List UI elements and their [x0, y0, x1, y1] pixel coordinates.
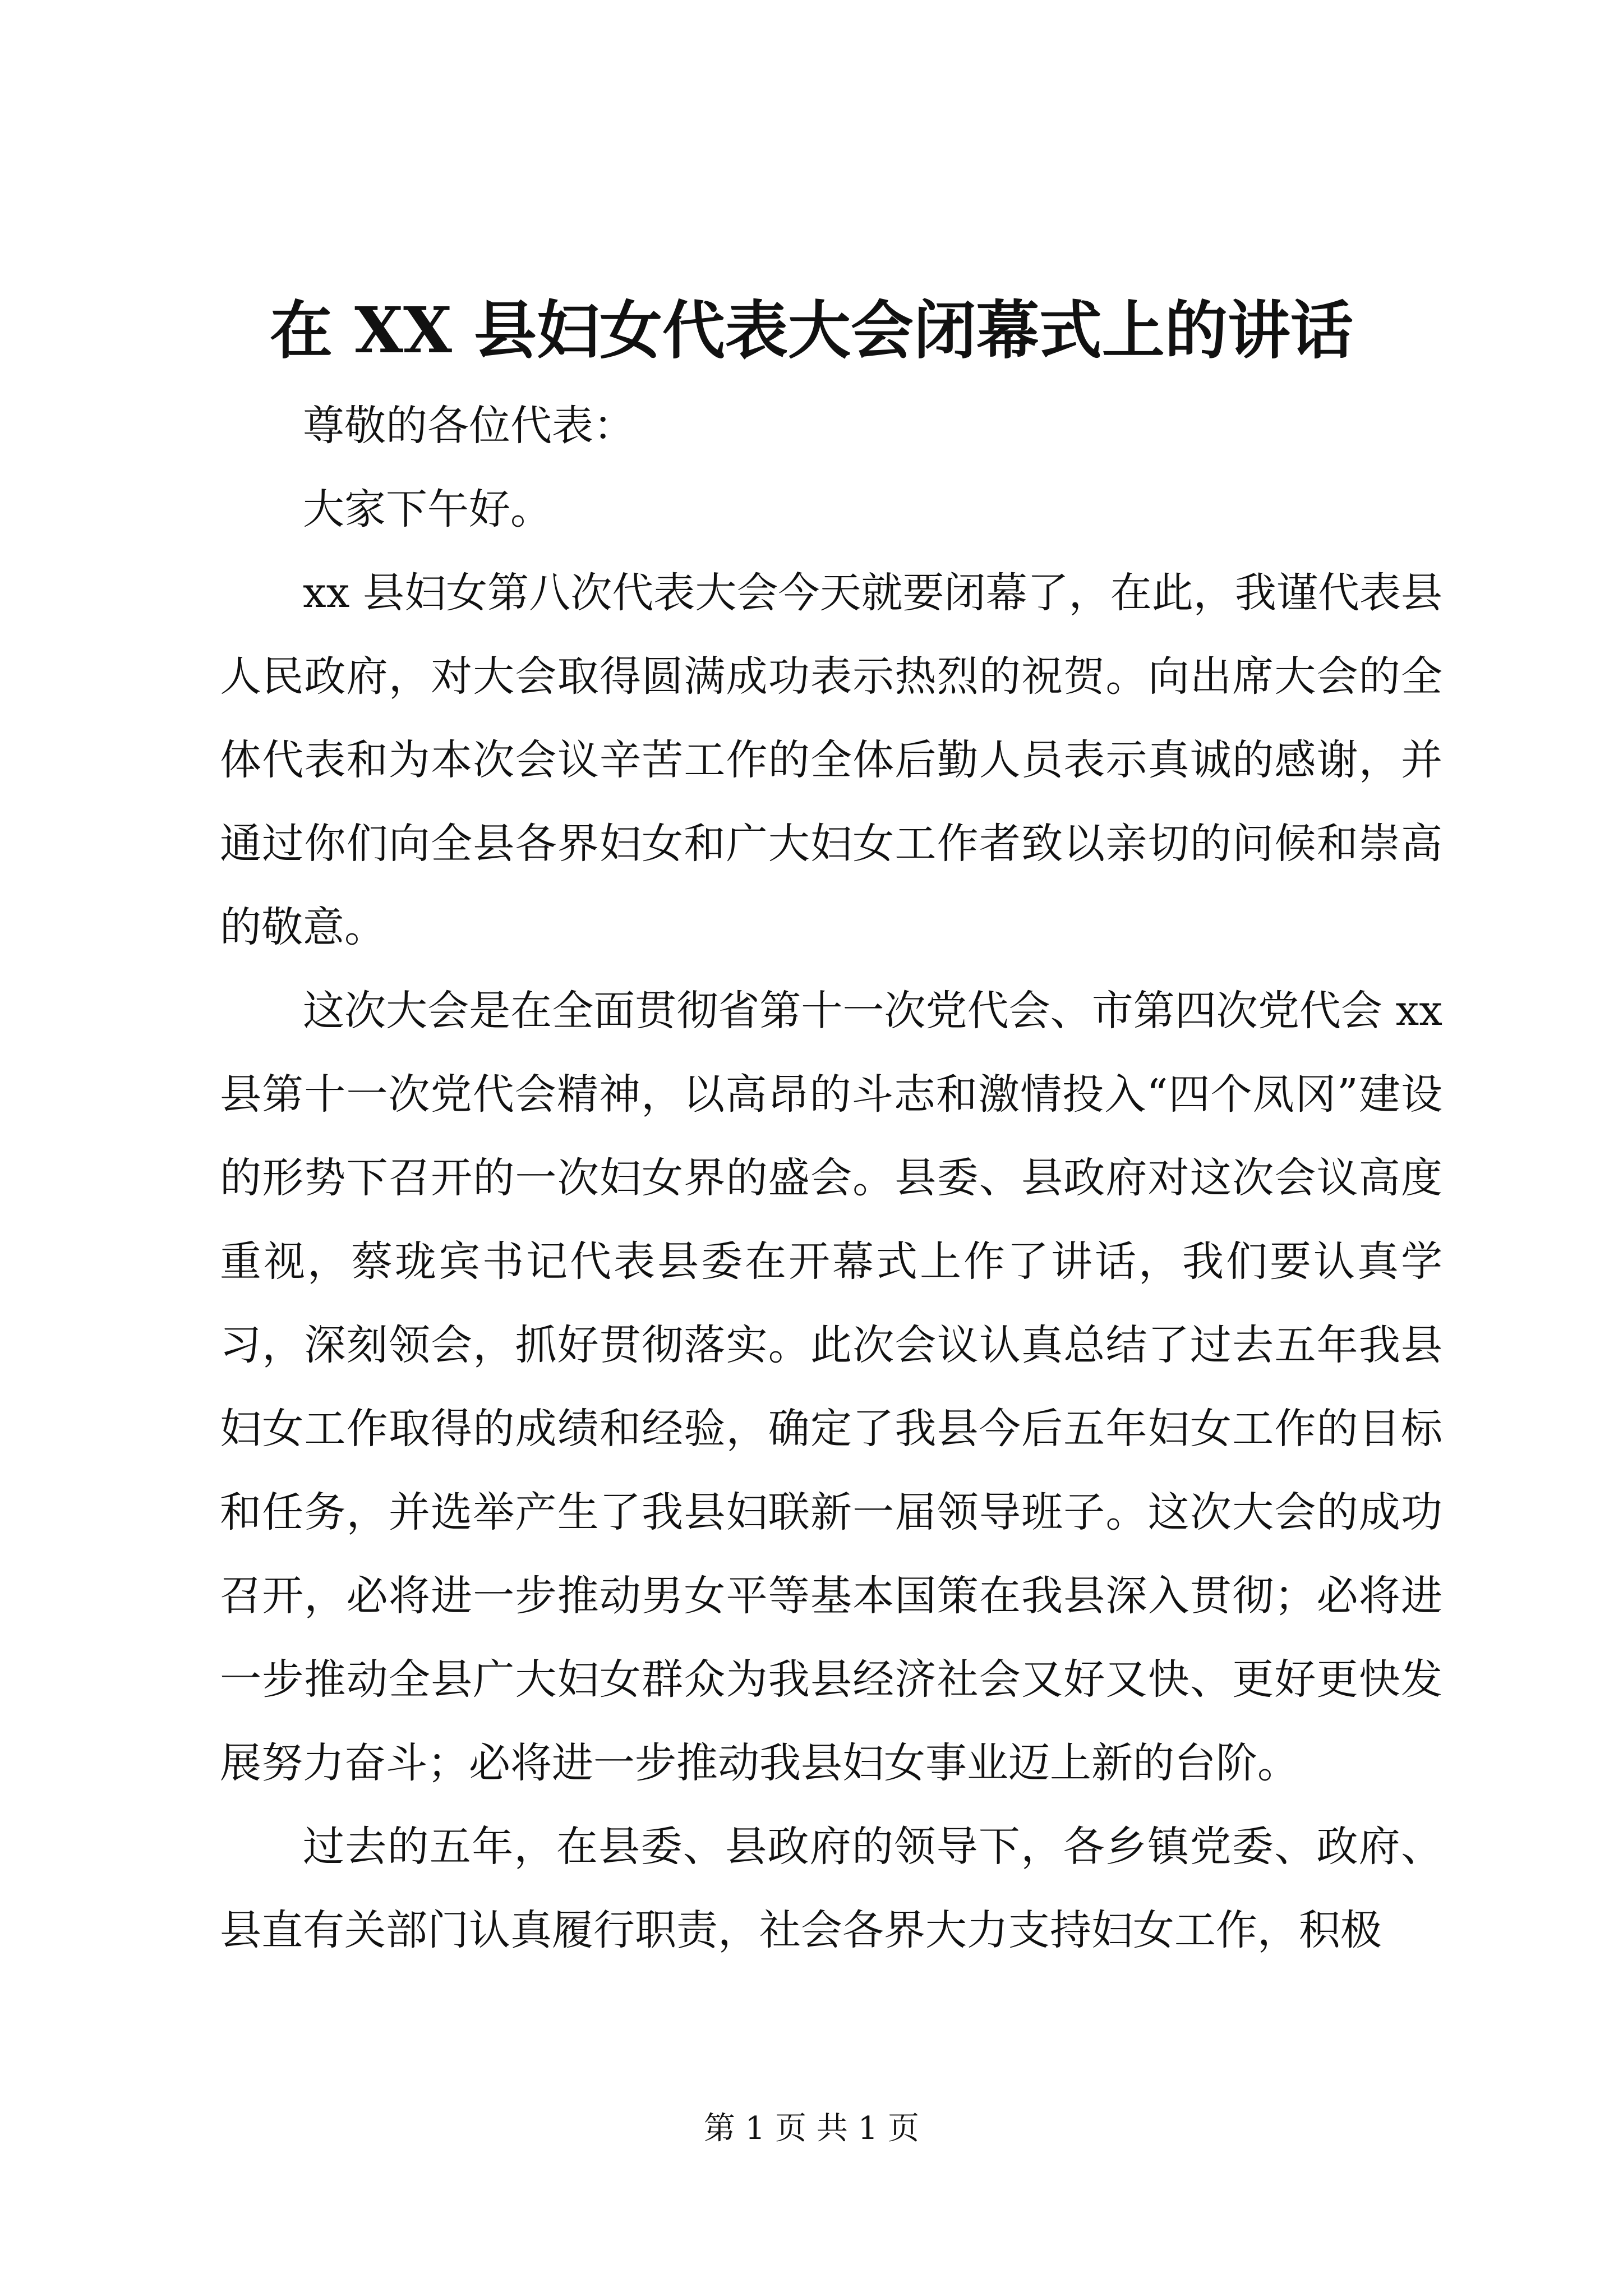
greeting: 大家下午好。: [303, 485, 552, 533]
document-body: [220, 384, 1442, 1972]
document-title: 在 XX 县妇女代表大会闭幕式上的讲话: [270, 294, 1353, 367]
paragraph-3: 过去的五年，在县委、县政府的领导下，各乡镇党委、政府、县直有关部门认真履行职责，社会各界大力支持妇女工作，积极: [220, 1823, 1442, 1954]
paragraph-1: xx 县妇女第八次代表大会今天就要闭幕了，在此，我谨代表县人民政府，对大会取得圆满成功表示热烈的祝贺。向出席大会的全体代表和为本次会议辛苦工作的全体后勤人员表示真诚的感谢，并通过你们向全县各界妇女和广大妇女工作者致以亲切的问候和崇高的敬意。: [220, 569, 1442, 951]
page-footer: 第 1 页 共 1 页: [703, 2110, 920, 2147]
paragraph-2: 这次大会是在全面贯彻省第十一次党代会、市第四次党代会 xx 县第十一次党代会精神，以高昂的斗志和激情投入“四个凤冈”建设的形势下召开的一次妇女界的盛会。县委、县政府对这次会议高度重视，蔡珑宾书记代表县委在开幕式上作了讲话，我们要认真学习，深刻领会，抓好贯彻落实。此次会议认真总结了过去五年我县妇女工作取得的成绩和经验，确定了我县今后五年妇女工作的目标和任务，并选举产生了我县妇联新一届领导班子。这次大会的成功召开，必将进一步推动男女平等基本国策在我县深入贯彻；必将进一步推动全县广大妇女群众为我县经济社会又好又快、更好更快发展努力奋斗；必将进一步推动我县妇女事业迈上新的台阶。: [220, 987, 1442, 1787]
salutation: 尊敬的各位代表：: [303, 402, 635, 450]
